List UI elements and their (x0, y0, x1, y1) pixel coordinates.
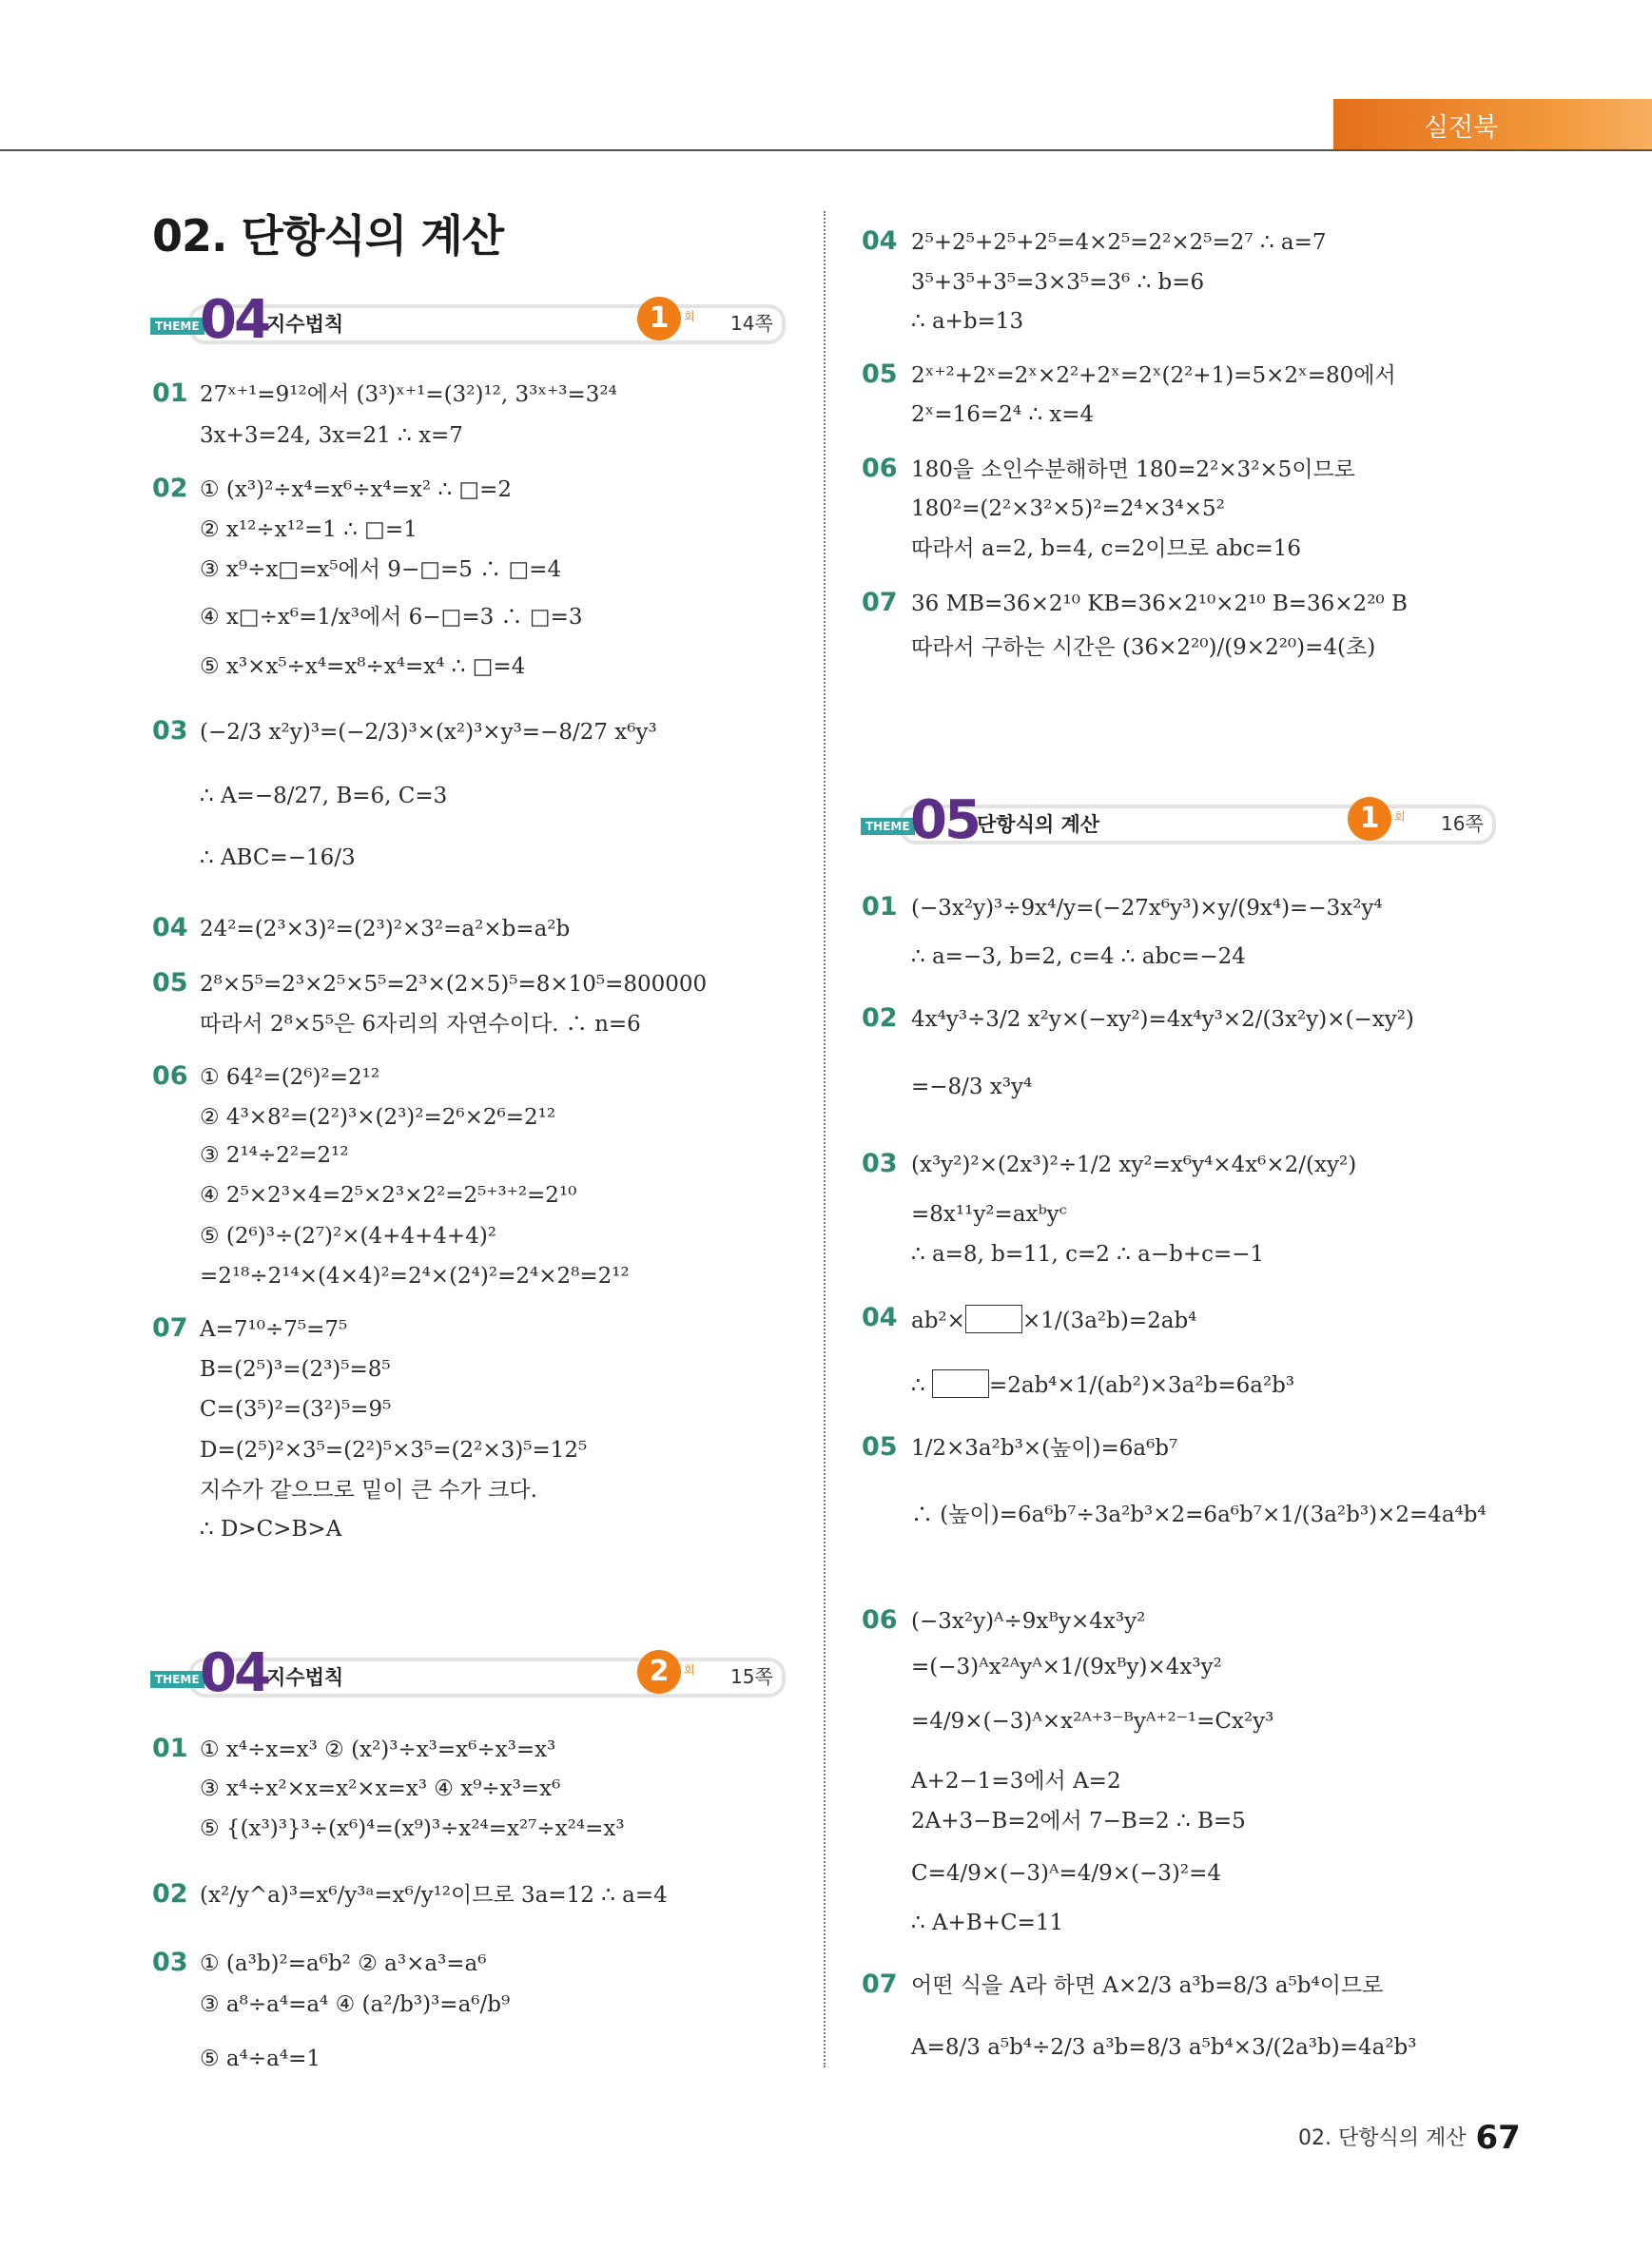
solution-line: ∴ ABC=−16/3 (200, 845, 356, 870)
section-tab (1333, 99, 1652, 150)
problem-number: 01 (152, 1734, 188, 1763)
problem-number: 05 (152, 968, 188, 998)
solution-line: ① x⁴÷x=x³ ② (x²)³÷x³=x⁶÷x³=x³ (200, 1737, 556, 1762)
solution-line: (−3x²y)³÷9x⁴/y=(−27x⁶y³)×y/(9x⁴)=−3x²y⁴ (911, 896, 1383, 921)
solution-line: (x²/y^a)³=x⁶/y³ᵃ=x⁶/y¹²이므로 3a=12 ∴ a=4 (200, 1883, 668, 1908)
solution-line: ① (a³b)²=a⁶b² ② a³×a³=a⁶ (200, 1951, 487, 1976)
theme-name: 지수법칙 (266, 313, 344, 336)
theme-number: 04 (200, 1642, 268, 1704)
problem-number: 04 (862, 1303, 898, 1332)
solution-line: ⑤ x³×x⁵÷x⁴=x⁸÷x⁴=x⁴ ∴ □=4 (200, 654, 526, 679)
problem-number: 07 (152, 1313, 188, 1343)
solution-line: ∴ a+b=13 (911, 309, 1024, 334)
problem-number: 06 (862, 1605, 898, 1635)
problem-number: 05 (862, 359, 898, 389)
solution-line: 36 MB=36×2¹⁰ KB=36×2¹⁰×2¹⁰ B=36×2²⁰ B (911, 592, 1408, 616)
solution-line: A+2−1=3에서 A=2 (911, 1769, 1121, 1794)
solution-line: ③ a⁸÷a⁴=a⁴ ④ (a²/b³)³=a⁶/b⁹ (200, 1992, 511, 2017)
solution-line: ab²× ×1/(3a²b)=2ab⁴ (911, 1305, 1196, 1335)
solution-line: ⑤ {(x³)³}³÷(x⁶)⁴=(x⁹)³÷x²⁴=x²⁷÷x²⁴=x³ (200, 1816, 625, 1841)
solution-line: A=7¹⁰÷7⁵=7⁵ (200, 1317, 348, 1342)
footer-chapter: 02. 단항식의 계산 (1298, 2126, 1467, 2150)
round-badge: 1 (637, 297, 681, 340)
solution-line: 4x⁴y³÷3/2 x²y×(−xy²)=4x⁴y³×2/(3x²y)×(−xy²) (911, 1007, 1414, 1032)
blank-box (932, 1369, 989, 1398)
problem-number: 04 (152, 913, 188, 942)
page-ref: 14쪽 (730, 312, 773, 335)
problem-number: 03 (862, 1149, 898, 1178)
solution-line: ∴ D>C>B>A (200, 1517, 342, 1542)
solution-line: ∴ a=8, b=11, c=2 ∴ a−b+c=−1 (911, 1242, 1265, 1267)
solution-line: =(−3)ᴬx²ᴬyᴬ×1/(9xᴮy)×4x³y² (911, 1655, 1222, 1679)
theme-tag: THEME (861, 818, 915, 835)
solution-line: ④ 2⁵×2³×4=2⁵×2³×2²=2⁵⁺³⁺²=2¹⁰ (200, 1183, 577, 1208)
solution-line: 180²=(2²×3²×5)²=2⁴×3⁴×5² (911, 496, 1225, 521)
problem-number: 03 (152, 1948, 188, 1977)
page-title: 02. 단항식의 계산 (152, 210, 504, 262)
solution-line: (x³y²)²×(2x³)²÷1/2 xy²=x⁶y⁴×4x⁶×2/(xy²) (911, 1153, 1357, 1177)
solution-line: (−2/3 x²y)³=(−2/3)³×(x²)³×y³=−8/27 x⁶y³ (200, 720, 657, 745)
solution-line: ∴ A+B+C=11 (911, 1911, 1064, 1935)
solution-line: 2ˣ⁺²+2ˣ=2ˣ×2²+2ˣ=2ˣ(2²+1)=5×2ˣ=80에서 (911, 363, 1396, 388)
solution-line: ① 64²=(2⁶)²=2¹² (200, 1065, 380, 1090)
solution-line: ① (x³)²÷x⁴=x⁶÷x⁴=x² ∴ □=2 (200, 477, 513, 502)
solution-line: C=4/9×(−3)ᴬ=4/9×(−3)²=4 (911, 1861, 1221, 1886)
round-badge: 1 (1348, 797, 1391, 841)
theme-tag: THEME (150, 318, 204, 335)
theme-header-1 (150, 289, 787, 351)
solution-line: =8x¹¹y²=axᵇyᶜ (911, 1202, 1067, 1227)
header-rule (0, 149, 1652, 151)
theme-name: 단항식의 계산 (977, 813, 1100, 836)
column-divider (824, 211, 826, 2067)
solution-line: 1/2×3a²b³×(높이)=6a⁶b⁷ (911, 1436, 1178, 1461)
problem-number: 03 (152, 716, 188, 746)
solution-line: 2ˣ=16=2⁴ ∴ x=4 (911, 402, 1095, 427)
theme-header-3 (861, 789, 1498, 851)
problem-number: 02 (152, 474, 188, 503)
solution-line: B=(2⁵)³=(2³)⁵=8⁵ (200, 1357, 391, 1382)
solution-line: 따라서 2⁸×5⁵은 6자리의 자연수이다. ∴ n=6 (200, 1012, 641, 1037)
blank-box (965, 1305, 1022, 1333)
solution-line: ③ x⁹÷x□=x⁵에서 9−□=5 ∴ □=4 (200, 557, 562, 582)
solution-line: ③ x⁴÷x²×x=x²×x=x³ ④ x⁹÷x³=x⁶ (200, 1776, 561, 1801)
round-suffix: 회 (684, 310, 695, 323)
solution-line: ③ 2¹⁴÷2²=2¹² (200, 1143, 349, 1168)
theme-number: 05 (910, 789, 979, 851)
solution-line: ⑤ a⁴÷a⁴=1 (200, 2047, 321, 2071)
solution-line: =−8/3 x³y⁴ (911, 1075, 1033, 1099)
solution-line: 따라서 a=2, b=4, c=2이므로 abc=16 (911, 536, 1302, 561)
problem-number: 07 (862, 1970, 898, 1999)
problem-number: 02 (152, 1879, 188, 1909)
problem-number: 02 (862, 1003, 898, 1033)
solution-line: ② 4³×8²=(2²)³×(2³)²=2⁶×2⁶=2¹² (200, 1105, 556, 1130)
solution-line: 3⁵+3⁵+3⁵=3×3⁵=3⁶ ∴ b=6 (911, 270, 1205, 295)
theme-tag: THEME (150, 1671, 204, 1688)
problem-number: 01 (862, 892, 898, 922)
solution-line: D=(2⁵)²×3⁵=(2²)⁵×3⁵=(2²×3)⁵=12⁵ (200, 1438, 588, 1463)
problem-number: 07 (862, 588, 898, 617)
problem-number: 04 (862, 226, 898, 256)
solution-line: 24²=(2³×3)²=(2³)²×3²=a²×b=a²b (200, 917, 571, 941)
solution-line: A=8/3 a⁵b⁴÷2/3 a³b=8/3 a⁵b⁴×3/(2a³b)=4a²b³ (911, 2035, 1417, 2060)
solution-line: =2¹⁸÷2¹⁴×(4×4)²=2⁴×(2⁴)²=2⁴×2⁸=2¹² (200, 1264, 630, 1289)
problem-number: 05 (862, 1432, 898, 1462)
solution-line: 따라서 구하는 시간은 (36×2²⁰)/(9×2²⁰)=4(초) (911, 635, 1376, 660)
solution-line: 180을 소인수분해하면 180=2²×3²×5이므로 (911, 457, 1355, 482)
solution-line: 2A+3−B=2에서 7−B=2 ∴ B=5 (911, 1809, 1246, 1834)
round-suffix: 회 (684, 1663, 695, 1677)
solution-line: =4/9×(−3)ᴬ×x²ᴬ⁺³⁻ᴮyᴬ⁺²⁻¹=Cx²y³ (911, 1709, 1274, 1734)
problem-number: 06 (862, 454, 898, 483)
solution-line: ∴ a=−3, b=2, c=4 ∴ abc=−24 (911, 944, 1246, 969)
theme-number: 04 (200, 289, 268, 351)
tab-label: 실전북 (1424, 113, 1499, 143)
round-suffix: 회 (1394, 810, 1406, 824)
page-footer (1298, 2119, 1521, 2157)
round-badge: 2 (637, 1650, 681, 1694)
theme-header-2 (150, 1642, 787, 1704)
page-ref: 15쪽 (730, 1665, 773, 1688)
solution-line: ∴ A=−8/27, B=6, C=3 (200, 784, 448, 808)
solution-line: (−3x²y)ᴬ÷9xᴮy×4x³y² (911, 1609, 1146, 1634)
solution-line: ∴ =2ab⁴×1/(ab²)×3a²b=6a²b³ (911, 1369, 1294, 1400)
solution-line: 2⁸×5⁵=2³×2⁵×5⁵=2³×(2×5)⁵=8×10⁵=800000 (200, 972, 708, 997)
theme-name: 지수법칙 (266, 1666, 344, 1689)
solution-line: 어떤 식을 A라 하면 A×2/3 a³b=8/3 a⁵b⁴이므로 (911, 1973, 1384, 1998)
solution-line: C=(3⁵)²=(3²)⁵=9⁵ (200, 1397, 392, 1422)
page-number: 67 (1475, 2119, 1521, 2157)
solution-line: 27ˣ⁺¹=9¹²에서 (3³)ˣ⁺¹=(3²)¹², 3³ˣ⁺³=3²⁴ (200, 382, 617, 407)
solution-line: 3x+3=24, 3x=21 ∴ x=7 (200, 423, 463, 448)
solution-line: 2⁵+2⁵+2⁵+2⁵=4×2⁵=2²×2⁵=2⁷ ∴ a=7 (911, 230, 1327, 255)
solution-line: ② x¹²÷x¹²=1 ∴ □=1 (200, 517, 418, 542)
solution-line: ⑤ (2⁶)³÷(2⁷)²×(4+4+4+4)² (200, 1224, 497, 1249)
solution-line: ∴ (높이)=6a⁶b⁷÷3a²b³×2=6a⁶b⁷×1/(3a²b³)×2=4a⁴b⁴ (911, 1503, 1487, 1527)
problem-number: 01 (152, 378, 188, 408)
solution-line: 지수가 같으므로 밑이 큰 수가 크다. (200, 1478, 537, 1503)
problem-number: 06 (152, 1061, 188, 1091)
page-ref: 16쪽 (1441, 812, 1484, 835)
solution-line: ④ x□÷x⁶=1/x³에서 6−□=3 ∴ □=3 (200, 605, 583, 630)
